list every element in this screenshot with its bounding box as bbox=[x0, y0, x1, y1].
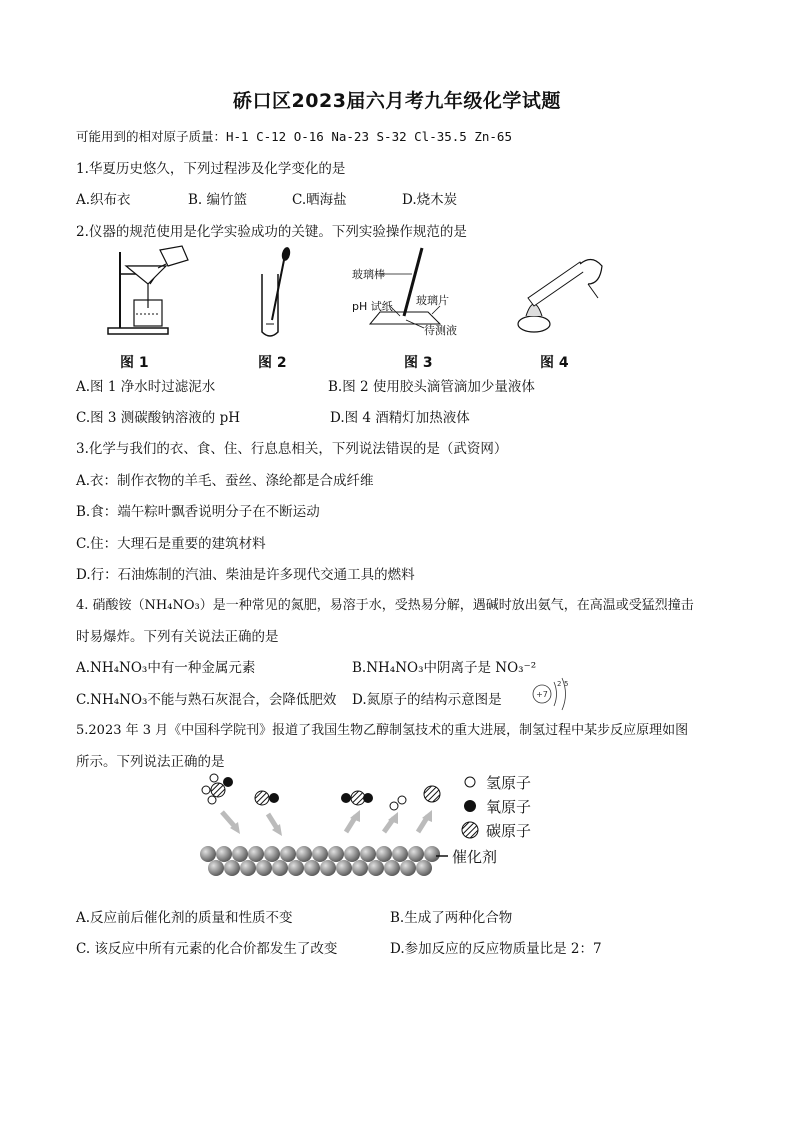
carbon-legend-icon bbox=[462, 822, 478, 838]
figure-1-label: 图 1 bbox=[120, 355, 149, 371]
shell-2-electrons: 5 bbox=[564, 680, 569, 688]
q5-option-b: B.生成了两种化合物 bbox=[390, 910, 513, 926]
nitrogen-atom-diagram bbox=[528, 672, 576, 716]
catalyst-label: 催化剂 bbox=[452, 848, 498, 866]
alcohol-lamp-figure bbox=[510, 244, 610, 340]
test-liquid-label: 待测液 bbox=[424, 324, 457, 337]
legend-oxygen: 氧原子 bbox=[486, 798, 532, 816]
glass-plate-label: 玻璃片 bbox=[416, 294, 449, 307]
q4-option-c: C.NH₄NO₃不能与熟石灰混合，会降低肥效 bbox=[76, 692, 337, 708]
q1-stem: 1.华夏历史悠久，下列过程涉及化学变化的是 bbox=[76, 161, 346, 177]
q4-option-a: A.NH₄NO₃中有一种金属元素 bbox=[76, 660, 256, 676]
q5-option-c: C. 该反应中所有元素的化合价都发生了改变 bbox=[76, 941, 338, 957]
filtration-figure bbox=[100, 244, 200, 340]
q5-option-a: A.反应前后催化剂的质量和性质不变 bbox=[76, 910, 293, 926]
q3-stem: 3.化学与我们的衣、食、住、行息息相关，下列说法错误的是（武资网） bbox=[76, 441, 508, 457]
q5-option-d: D.参加反应的反应物质量比是 2：7 bbox=[390, 941, 602, 957]
ph-test-figure bbox=[340, 244, 500, 344]
dropper-figure bbox=[252, 244, 302, 344]
q4-option-b: B.NH₄NO₃中阴离子是 NO₃⁻² bbox=[352, 660, 537, 676]
q3-option-a: A.衣：制作衣物的羊毛、蚕丝、涤纶都是合成纤维 bbox=[76, 473, 374, 489]
figure-4-label: 图 4 bbox=[540, 355, 569, 371]
q3-option-d: D.行：石油炼制的汽油、柴油是许多现代交通工具的燃料 bbox=[76, 567, 415, 583]
hydrogen-legend-icon bbox=[465, 777, 475, 787]
catalyst-surface bbox=[200, 846, 440, 876]
q1-option-b: B. 编竹篮 bbox=[188, 192, 248, 208]
q3-option-b: B.食：端午粽叶飘香说明分子在不断运动 bbox=[76, 504, 320, 520]
oxygen-legend-icon bbox=[464, 800, 476, 812]
shell-1-electrons: 2 bbox=[557, 680, 562, 688]
figure-3-label: 图 3 bbox=[404, 355, 433, 371]
q5-stem-line1: 5.2023 年 3 月《中国科学院刊》报道了我国生物乙醇制氢技术的重大进展，制氢过程中某步反应原理如图 bbox=[76, 723, 689, 738]
q2-option-c: C.图 3 测碳酸钠溶液的 pH bbox=[76, 410, 241, 426]
legend-hydrogen: 氢原子 bbox=[486, 774, 532, 792]
q2-stem: 2.仪器的规范使用是化学实验成功的关键。下列实验操作规范的是 bbox=[76, 224, 467, 240]
ph-paper-label: pH 试纸 bbox=[352, 300, 393, 313]
q4-option-d: D.氮原子的结构示意图是 bbox=[352, 692, 502, 708]
exam-title: 硚口区2023届六月考九年级化学试题 bbox=[233, 90, 561, 112]
q2-option-b: B.图 2 使用胶头滴管滴加少量液体 bbox=[328, 379, 535, 395]
legend-carbon: 碳原子 bbox=[486, 822, 532, 840]
q1-option-c: C.晒海盐 bbox=[292, 192, 347, 208]
atomic-masses: 可能用到的相对原子质量：H-1 C-12 O-16 Na-23 S-32 Cl-35.5 Zn-65 bbox=[76, 129, 512, 144]
q4-stem-line2: 时易爆炸。下列有关说法正确的是 bbox=[76, 629, 279, 645]
q5-stem-line2: 所示。下列说法正确的是 bbox=[76, 754, 225, 770]
q1-option-a: A.织布衣 bbox=[76, 192, 131, 208]
q1-option-d: D.烧木炭 bbox=[402, 192, 458, 208]
glass-rod-label: 玻璃棒 bbox=[352, 268, 385, 281]
q2-option-a: A.图 1 净水时过滤泥水 bbox=[76, 379, 216, 395]
q4-stem-line1: 4. 硝酸铵（NH₄NO₃）是一种常见的氮肥，易溶于水，受热易分解，遇碱时放出氨气，在高温或受猛烈撞击 bbox=[76, 598, 694, 613]
figure-2-label: 图 2 bbox=[258, 355, 287, 371]
reaction-mechanism-figure bbox=[196, 772, 566, 882]
nucleus-charge: +7 bbox=[536, 690, 548, 699]
q3-option-c: C.住：大理石是重要的建筑材料 bbox=[76, 536, 266, 552]
q2-option-d: D.图 4 酒精灯加热液体 bbox=[330, 410, 470, 426]
